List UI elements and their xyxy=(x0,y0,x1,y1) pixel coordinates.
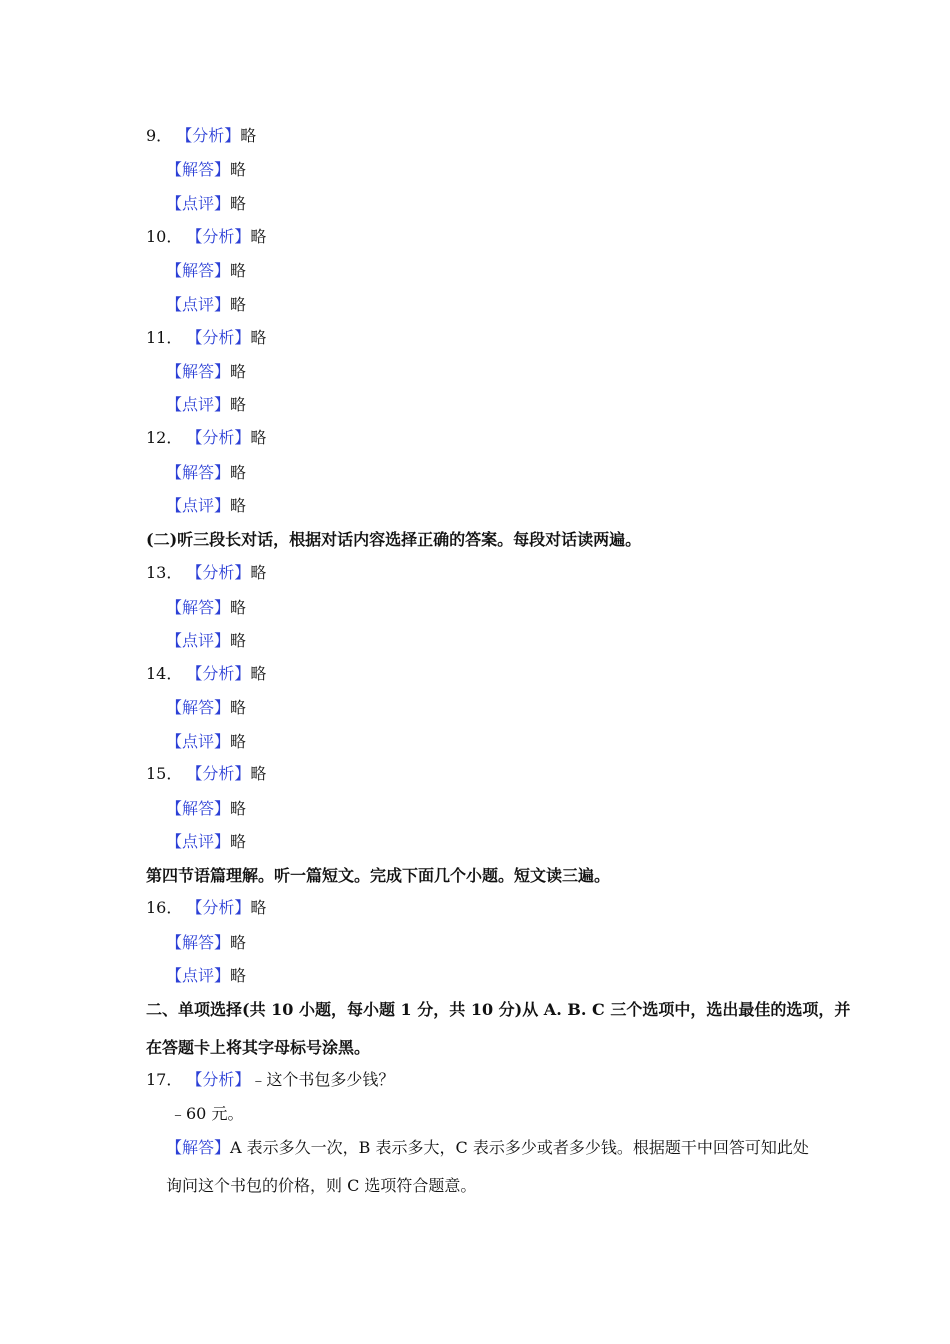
item-12-comment xyxy=(166,496,246,516)
analysis-text: 略 xyxy=(250,764,267,783)
item-14-comment xyxy=(166,732,246,752)
analysis-text: ﹣这个书包多少钱？ xyxy=(250,1070,395,1089)
comment-text: 略 xyxy=(230,295,247,314)
section-heading: (二)听三段长对话，根据对话内容选择正确的答案。每段对话读两遍。 xyxy=(146,530,642,549)
answer-text: 略 xyxy=(230,261,247,280)
comment-tag: 【点评】 xyxy=(166,631,231,650)
answer-tag: 【解答】 xyxy=(166,463,231,482)
item-16-comment xyxy=(166,966,246,986)
analysis-tag: 【分析】 xyxy=(186,227,251,246)
analysis-text: 略 xyxy=(250,664,267,683)
answer-tag: 【解答】 xyxy=(166,598,231,617)
item-10-comment xyxy=(166,295,246,315)
analysis-text: 略 xyxy=(250,428,267,447)
item-number: 12． xyxy=(146,428,183,447)
analysis-tag: 【分析】 xyxy=(186,1070,251,1089)
answer-text: 略 xyxy=(230,160,247,179)
section-heading: 第四节语篇理解。听一篇短文。完成下面几个小题。短文读三遍。 xyxy=(146,866,611,885)
answer-tag: 【解答】 xyxy=(166,362,231,381)
item-number: 16． xyxy=(146,898,183,917)
answer-text: 略 xyxy=(230,598,247,617)
item-17-answer xyxy=(166,1138,809,1158)
answer-text: 略 xyxy=(230,799,247,818)
item-15-answer xyxy=(166,799,246,819)
analysis-text: 略 xyxy=(250,328,267,347)
part-heading-line2: 在答题卡上将其字母标号涂黑。 xyxy=(146,1038,371,1057)
answer-text: 略 xyxy=(230,698,247,717)
item-9-comment xyxy=(166,194,246,214)
comment-text: 略 xyxy=(230,496,247,515)
analysis-text: 略 xyxy=(250,227,267,246)
analysis-tag: 【分析】 xyxy=(176,126,241,145)
analysis-tag: 【分析】 xyxy=(186,664,251,683)
item-13-analysis xyxy=(146,563,266,583)
item-10-analysis xyxy=(146,227,266,247)
answer-tag: 【解答】 xyxy=(166,1138,231,1157)
item-number: 9． xyxy=(146,126,173,145)
analysis-tag: 【分析】 xyxy=(186,898,251,917)
analysis-tag: 【分析】 xyxy=(186,328,251,347)
answer-text: 略 xyxy=(230,463,247,482)
item-12-analysis xyxy=(146,428,266,448)
comment-text: 略 xyxy=(230,966,247,985)
item-number: 14． xyxy=(146,664,183,683)
item-17-analysis-reply: ﹣60 元。 xyxy=(170,1104,244,1123)
comment-text: 略 xyxy=(230,732,247,751)
comment-text: 略 xyxy=(230,395,247,414)
item-number: 11． xyxy=(146,328,183,347)
analysis-text: 略 xyxy=(250,563,267,582)
analysis-text: 略 xyxy=(250,898,267,917)
item-12-answer xyxy=(166,463,246,483)
item-14-answer xyxy=(166,698,246,718)
item-11-analysis xyxy=(146,328,266,348)
comment-text: 略 xyxy=(230,631,247,650)
item-number: 15． xyxy=(146,764,183,783)
comment-tag: 【点评】 xyxy=(166,395,231,414)
item-number: 13． xyxy=(146,563,183,582)
comment-tag: 【点评】 xyxy=(166,832,231,851)
answer-tag: 【解答】 xyxy=(166,698,231,717)
comment-tag: 【点评】 xyxy=(166,295,231,314)
comment-text: 略 xyxy=(230,832,247,851)
answer-text: 略 xyxy=(230,362,247,381)
comment-tag: 【点评】 xyxy=(166,194,231,213)
part-heading-line1: 二、单项选择(共 10 小题，每小题 1 分，共 10 分)从 A. B. C 三个选项中，选出最佳的选项，并 xyxy=(146,1000,851,1019)
comment-tag: 【点评】 xyxy=(166,732,231,751)
answer-tag: 【解答】 xyxy=(166,261,231,280)
item-13-comment xyxy=(166,631,246,651)
comment-text: 略 xyxy=(230,194,247,213)
item-number: 17． xyxy=(146,1070,183,1089)
answer-text: A 表示多久一次，B 表示多大，C 表示多少或者多少钱。根据题干中回答可知此处 xyxy=(230,1138,809,1157)
answer-tag: 【解答】 xyxy=(166,160,231,179)
item-17-analysis xyxy=(146,1070,394,1090)
item-9-answer xyxy=(166,160,246,180)
answer-tag: 【解答】 xyxy=(166,933,231,952)
item-13-answer xyxy=(166,598,246,618)
item-14-analysis xyxy=(146,664,266,684)
item-15-analysis xyxy=(146,764,266,784)
item-11-answer xyxy=(166,362,246,382)
analysis-text: 略 xyxy=(240,126,257,145)
item-number: 10． xyxy=(146,227,183,246)
answer-text: 略 xyxy=(230,933,247,952)
item-9-analysis xyxy=(146,126,256,146)
answer-tag: 【解答】 xyxy=(166,799,231,818)
item-17-answer-continued: 询问这个书包的价格，则 C 选项符合题意。 xyxy=(166,1176,477,1195)
comment-tag: 【点评】 xyxy=(166,496,231,515)
analysis-tag: 【分析】 xyxy=(186,428,251,447)
analysis-tag: 【分析】 xyxy=(186,563,251,582)
item-11-comment xyxy=(166,395,246,415)
analysis-tag: 【分析】 xyxy=(186,764,251,783)
item-10-answer xyxy=(166,261,246,281)
comment-tag: 【点评】 xyxy=(166,966,231,985)
item-16-analysis xyxy=(146,898,266,918)
item-15-comment xyxy=(166,832,246,852)
item-16-answer xyxy=(166,933,246,953)
